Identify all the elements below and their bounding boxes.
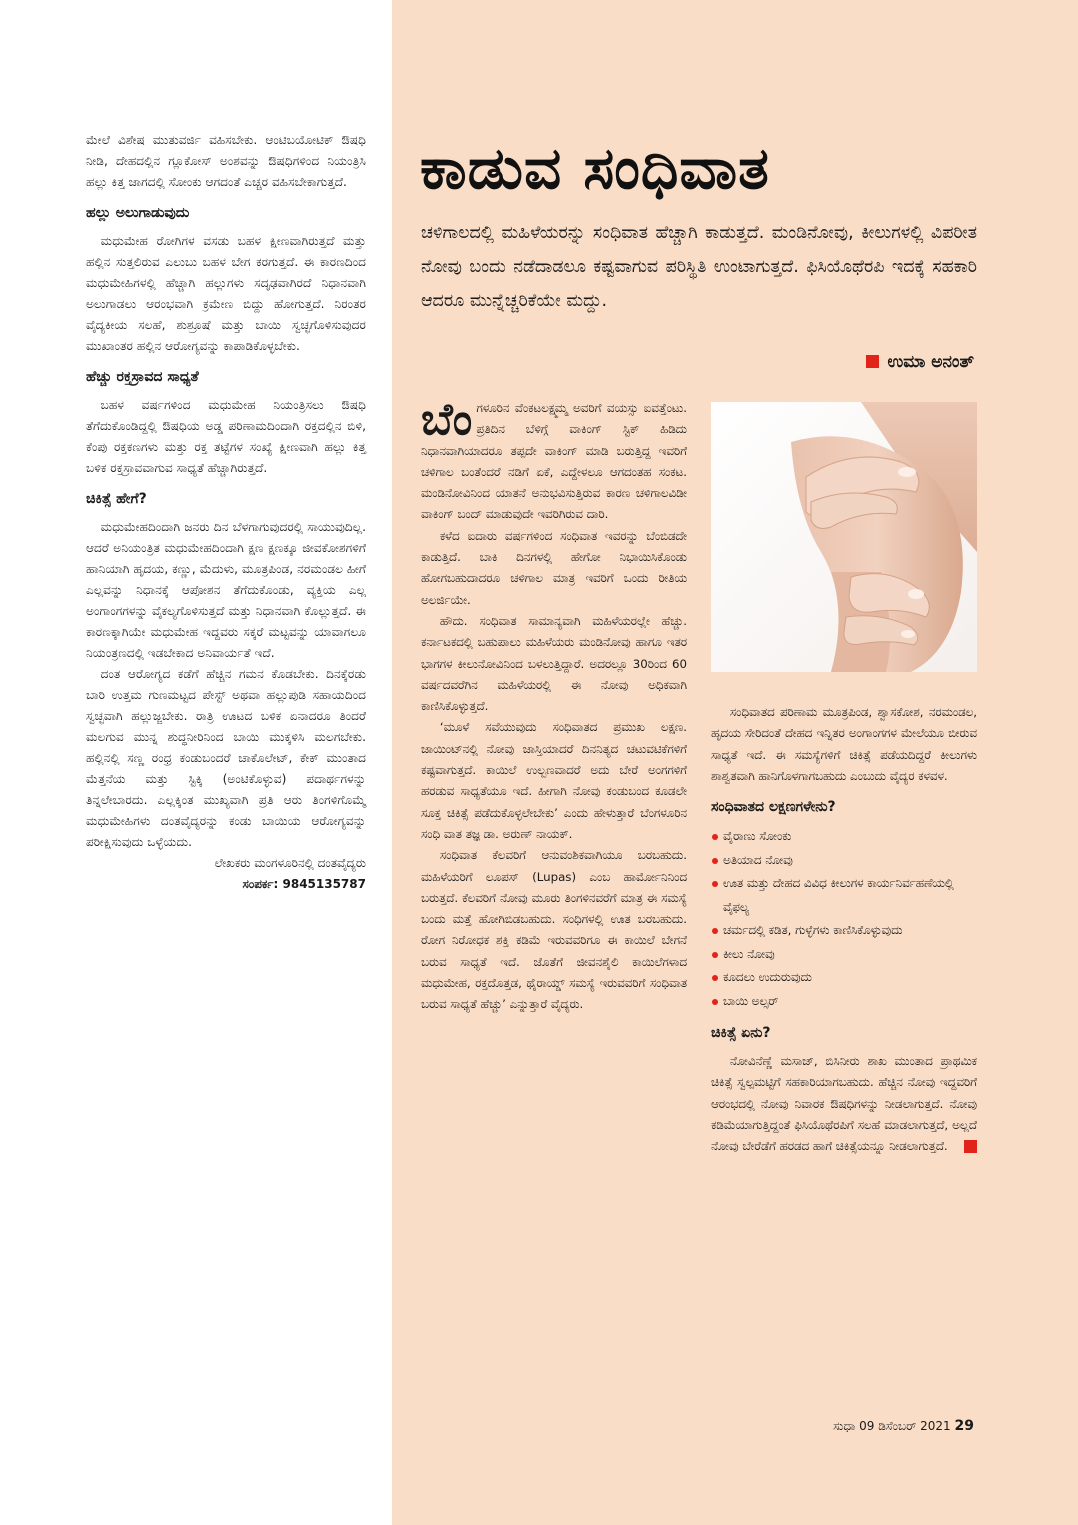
symptom-item: ಊತ ಮತ್ತು ದೇಹದ ವಿವಿಧ ಕೀಲುಗಳ ಕಾರ್ಯನಿರ್ವಹಣೆಯಲ್ಲಿ ವೈಫಲ್ಯ <box>711 872 977 919</box>
symptom-item: ಬಾಯಿ ಅಲ್ಸರ್ <box>711 990 977 1014</box>
symptoms-heading: ಸಂಧಿವಾತದ ಲಕ್ಷಣಗಳೇನು? <box>711 799 836 816</box>
article-para-3: ಹೌದು. ಸಂಧಿವಾತ ಸಾಮಾನ್ಯವಾಗಿ ಮಹಿಳೆಯರಲ್ಲೇ ಹೆಚ್ಚು. ಕರ್ನಾಟಕದಲ್ಲಿ ಬಹುಪಾಲು ಮಹಿಳೆಯರು ಮಂಡಿನೋವು ಹಾಗೂ ಇತರ ಭಾಗಗಳ ಕೀಲುನೋವಿನಿಂದ ಬಳಲುತ್ತಿದ್ದಾರೆ. ಅದರಲ್ಲೂ 30ರಿಂದ 60 ವರ್ಷದವರೆಗಿನ ಮಹಿಳೆಯರಲ್ಲಿ ಈ ನೋವು ಅಧಿಕವಾಗಿ ಕಾಣಿಸಿಕೊಳ್ಳುತ್ತದೆ. <box>421 613 687 714</box>
page-number: 29 <box>954 1418 974 1434</box>
left-para-2: ಮಧುಮೇಹ ರೋಗಿಗಳ ವಸಡು ಬಹಳ ಕ್ಷೀಣವಾಗಿರುತ್ತದೆ ಮತ್ತು ಹಲ್ಲಿನ ಸುತ್ತಲಿರುವ ಎಲುಬು ಬಹಳ ಬೇಗ ಕರಗುತ್ತದೆ. ಈ ಕಾರಣದಿಂದ ಮಧುಮೇಹಿಗಳಲ್ಲಿ ಹೆಚ್ಚಾಗಿ ಹಲ್ಲುಗಳು ಸದೃಢವಾಗಿರದೆ ನಿಧಾನವಾಗಿ ಅಲುಗಾಡಲು ಆರಂಭವಾಗಿ ಕ್ರಮೇಣ ಬಿದ್ದು ಹೋಗುತ್ತದೆ. ನಿರಂತರ ವೈದ್ಯಕೀಯ ಸಲಹೆ, ಶುಶ್ರೂಷೆ ಮತ್ತು ಬಾಯಿ ಸ್ವಚ್ಛಗೊಳಿಸುವುದರ ಮುಖಾಂತರ ಹಲ್ಲಿನ ಆರೋಗ್ಯವನ್ನು ಕಾಪಾಡಿಕೊಳ್ಳಬೇಕು. <box>86 234 366 353</box>
middle-column <box>421 394 687 1016</box>
symptom-item: ಅತಿಯಾದ ನೋವು <box>711 849 977 873</box>
author-contact <box>86 874 366 895</box>
left-para-3: ಬಹಳ ವರ್ಷಗಳಿಂದ ಮಧುಮೇಹ ನಿಯಂತ್ರಿಸಲು ಔಷಧಿ ತೆಗೆದುಕೊಂಡಿದ್ದಲ್ಲಿ ಔಷಧಿಯ ಅಡ್ಡ ಪರಿಣಾಮದಿಂದಾಗಿ ರಕ್ತದಲ್ಲಿನ ಬಿಳಿ, ಕೆಂಪು ರಕ್ತಕಣಗಳು ಮತ್ತು ರಕ್ತ ತಟ್ಟೆಗಳ ಸಂಖ್ಯೆ ಕ್ಷೀಣವಾಗಿ ಹಲ್ಲು ಕಿತ್ತ ಬಳಿಕ ರಕ್ತಸ್ರಾವವಾಗುವ ಸಾಧ್ಯತೆ ಹೆಚ್ಚಾಗಿರುತ್ತದೆ. <box>86 398 366 475</box>
end-mark-icon <box>964 1140 977 1153</box>
symptoms-list <box>711 825 977 1013</box>
byline-square-icon <box>866 355 879 368</box>
treatment-heading: ಚಿಕಿತ್ಸೆ ಏನು? <box>711 1025 771 1042</box>
left-para-5: ದಂತ ಆರೋಗ್ಯದ ಕಡೆಗೆ ಹೆಚ್ಚಿನ ಗಮನ ಕೊಡಬೇಕು. ದಿನಕ್ಕೆರಡು ಬಾರಿ ಉತ್ತಮ ಗುಣಮಟ್ಟದ ಪೇಸ್ಟ್ ಅಥವಾ ಹಲ್ಲುಪುಡಿ ಸಹಾಯದಿಂದ ಸ್ವಚ್ಛವಾಗಿ ಹಲ್ಲುಜ್ಜಬೇಕು. ರಾತ್ರಿ ಊಟದ ಬಳಿಕ ಏನಾದರೂ ತಿಂದರೆ ಮಲಗುವ ಮುನ್ನ ಶುದ್ಧನೀರಿನಿಂದ ಬಾಯಿ ಮುಕ್ಕಳಿಸಿ ಮಲಗಬೇಕು. ಹಲ್ಲಿನಲ್ಲಿ ಸಣ್ಣ ರಂಧ್ರ ಕಂಡುಬಂದರೆ ಚಾಕೊಲೇಟ್, ಕೇಕ್ ಮುಂತಾದ ಮೆತ್ತನೆಯ ಮತ್ತು ಸ್ಟಿಕ್ಕಿ (ಅಂಟಿಕೊಳ್ಳುವ) ಪದಾರ್ಥಗಳನ್ನು ತಿನ್ನಲೇಬಾರದು. ಎಲ್ಲಕ್ಕಿಂತ ಮುಖ್ಯವಾಗಿ ಪ್ರತಿ ಆರು ತಿಂಗಳಿಗೊಮ್ಮೆ ಮಧುಮೇಹಿಗಳು ದಂತವೈದ್ಯರನ್ನು ಕಂಡು ಬಾಯಿಯ ಆರೋಗ್ಯವನ್ನು ಪರೀಕ್ಷಿಸುವುದು ಒಳ್ಳೆಯದು. <box>86 667 366 849</box>
article-para-1-text: ಗಳೂರಿನ ವೆಂಕಟಲಕ್ಷ್ಮಮ್ಮ ಅವರಿಗೆ ವಯಸ್ಸು ಐವತ್ತೆಂಟು. ಪ್ರತಿದಿನ ಬೆಳಿಗ್ಗೆ ವಾಕಿಂಗ್ ಸ್ಟಿಕ್ ಹಿಡಿದು ನಿಧಾನವಾಗಿಯಾದರೂ ತಪ್ಪದೇ ವಾಕಿಂಗ್ ಮಾಡಿ ಬರುತ್ತಿದ್ದ ಇವರಿಗೆ ಚಳಿಗಾಲ ಬಂತೆಂದರೆ ನಡಿಗೆ ಏಕೆ, ಎದ್ದೇಳಲೂ ಆಗದಂತಹ ಸಂಕಟ. ಮಂಡಿನೋವಿನಿಂದ ಯಾತನೆ ಅನುಭವಿಸುತ್ತಿರುವ ಕಾರಣ ಚಳಿಗಾಲವಿಡೀ ವಾಕಿಂಗ್ ಬಂದ್ ಮಾಡುವುದೇ ಇವರಿಗಿರುವ ದಾರಿ. <box>421 401 687 522</box>
article-para-4: ‘ಮೂಳೆ ಸವೆಯುವುದು ಸಂಧಿವಾತದ ಪ್ರಮುಖ ಲಕ್ಷಣ. ಜಾಯಿಂಟ್‌ನಲ್ಲಿ ನೋವು ಜಾಸ್ತಿಯಾದರೆ ದಿನನಿತ್ಯದ ಚಟುವಟಿಕೆಗಳಿಗೆ ಕಷ್ಟವಾಗುತ್ತದೆ. ಕಾಯಿಲೆ ಉಲ್ಬಣವಾದರೆ ಅದು ಬೇರೆ ಅಂಗಗಳಿಗೆ ಹರಡುವ ಸಾಧ್ಯತೆಯೂ ಇದೆ. ಹೀಗಾಗಿ ನೋವು ಕಂಡುಬಂದ ಕೂಡಲೇ ಸೂಕ್ತ ಚಿಕಿತ್ಸೆ ಪಡೆದುಕೊಳ್ಳಲೇಬೇಕು’ ಎಂದು ಹೇಳುತ್ತಾರೆ ಬೆಂಗಳೂರಿನ ಸಂಧಿ ವಾತ ತಜ್ಞ ಡಾ. ಅರುಣ್ ನಾಯಕ್. <box>421 720 687 841</box>
byline <box>866 352 974 372</box>
page-footer <box>833 1418 974 1434</box>
left-para-1: ಮೇಲೆ ವಿಶೇಷ ಮುತುವರ್ಜಿ ವಹಿಸಬೇಕು. ಆಂಟಿಬಯೋಟಿಕ್ ಔಷಧಿ ನೀಡಿ, ದೇಹದಲ್ಲಿನ ಗ್ಲೂಕೋಸ್ ಅಂಶವನ್ನು ಔಷಧಿಗಳಿಂದ ನಿಯಂತ್ರಿಸಿ ಹಲ್ಲು ಕಿತ್ತ ಜಾಗದಲ್ಲಿ ಸೋಂಕು ಆಗದಂತೆ ಎಚ್ಚರ ವಹಿಸಬೇಕಾಗುತ್ತದೆ. <box>86 133 366 189</box>
author-note: ಲೇಖಕರು ಮಂಗಳೂರಿನಲ್ಲಿ ದಂತವೈದ್ಯರು <box>214 856 366 870</box>
article-para-2: ಕಳೆದ ಐದಾರು ವರ್ಷಗಳಿಂದ ಸಂಧಿವಾತ ಇವರನ್ನು ಬೆಂಬಿಡದೇ ಕಾಡುತ್ತಿದೆ. ಬಾಕಿ ದಿನಗಳಲ್ಲಿ ಹೇಗೋ ನಿಭಾಯಿಸಿಕೊಂಡು ಹೋಗಬಹುದಾದರೂ ಚಳಿಗಾಲ ಮಾತ್ರ ಇವರಿಗೆ ಒಂದು ರೀತಿಯ ಅಲರ್ಜಿಯೇ. <box>421 528 687 607</box>
contact-text: ಸಂಪರ್ಕ: 9845135787 <box>242 877 366 891</box>
treatment-text: ನೋವಿನೆಣ್ಣೆ ಮಸಾಜ್, ಬಿಸಿನೀರು ಶಾಖ ಮುಂತಾದ ಪ್ರಾಥಮಿಕ ಚಿಕಿತ್ಸೆ ಸ್ವಲ್ಪಮಟ್ಟಿಗೆ ಸಹಕಾರಿಯಾಗಬಹುದು. ಹೆಚ್ಚಿನ ನೋವು ಇದ್ದವರಿಗೆ ಆರಂಭದಲ್ಲಿ ನೋವು ನಿವಾರಕ ಔಷಧಿಗಳನ್ನು ನೀಡಲಾಗುತ್ತದೆ. ನೋವು ಕಡಿಮೆಯಾಗುತ್ತಿದ್ದಂತೆ ಫಿಸಿಯೊಥೆರಪಿಗೆ ಸಲಹೆ ಮಾಡಲಾಗುತ್ತದೆ, ಅಲ್ಲದೆ ನೋವು ಬೇರೆಡೆಗೆ ಹರಡದ ಹಾಗೆ ಚಿಕಿತ್ಸೆಯನ್ನೂ ನೀಡಲಾಗುತ್ತದೆ. <box>711 1054 977 1154</box>
symptom-item: ಚರ್ಮದಲ್ಲಿ ಕಡಿತ, ಗುಳ್ಳೆಗಳು ಕಾಣಿಸಿಕೊಳ್ಳುವುದು <box>711 919 977 943</box>
symptom-item: ಕೀಲು ನೋವು <box>711 943 977 967</box>
left-para-4: ಮಧುಮೇಹದಿಂದಾಗಿ ಜನರು ದಿನ ಬೆಳಗಾಗುವುದರಲ್ಲಿ ಸಾಯುವುದಿಲ್ಲ. ಆದರೆ ಅನಿಯಂತ್ರಿತ ಮಧುಮೇಹದಿಂದಾಗಿ ಕ್ಷಣ ಕ್ಷಣಕ್ಕೂ ಜೀವಕೋಶಗಳಿಗೆ ಹಾನಿಯಾಗಿ ಹೃದಯ, ಕಣ್ಣು, ಮೆದುಳು, ಮೂತ್ರಪಿಂಡ, ನರಮಂಡಲ ಹೀಗೆ ಎಲ್ಲವನ್ನು ನಿಧಾನಕ್ಕೆ ಆಪೋಶನ ತೆಗೆದುಕೊಂಡು, ವ್ಯಕ್ತಿಯ ಎಲ್ಲ ಅಂಗಾಂಗಗಳನ್ನು ವೈಕಲ್ಯಗೊಳಿಸುತ್ತದೆ ಮತ್ತು ನಿಧಾನವಾಗಿ ಕೊಲ್ಲುತ್ತದೆ. ಈ ಕಾರಣಕ್ಕಾಗಿಯೇ ಮಧುಮೇಹ ಇದ್ದವರು ಸಕ್ಕರೆ ಮಟ್ಟವನ್ನು ಯಾವಾಗಲೂ ನಿಯಂತ್ರಣದಲ್ಲಿ ಇಡಬೇಕಾದ ಅನಿವಾರ್ಯತೆ ಇದೆ. <box>86 520 366 660</box>
left-heading-loose-teeth: ಹಲ್ಲು ಅಲುಗಾಡುವುದು <box>86 205 190 221</box>
issue-date: ಸುಧಾ 09 ಡಿಸೆಂಬರ್ 2021 <box>833 1419 951 1433</box>
symptom-item: ವೈರಾಣು ಸೋಂಕು <box>711 825 977 849</box>
right-column <box>711 702 977 1158</box>
left-heading-treatment: ಚಿಕಿತ್ಸೆ ಹೇಗೆ? <box>86 491 147 507</box>
left-heading-bleeding: ಹೆಚ್ಚು ರಕ್ತಸ್ರಾವದ ಸಾಧ್ಯತೆ <box>86 369 199 385</box>
symptom-item: ಕೂದಲು ಉದುರುವುದು <box>711 966 977 990</box>
article-para-5: ಸಂಧಿವಾತ ಕೆಲವರಿಗೆ ಆನುವಂಶಿಕವಾಗಿಯೂ ಬರಬಹುದು. ಮಹಿಳೆಯರಿಗೆ ಲೂಪಸ್ (Lupas) ಎಂಬ ಹಾರ್ಮೋನಿನಿಂದ ಬರುತ್ತದೆ. ಕೆಲವರಿಗೆ ನೋವು ಮೂರು ತಿಂಗಳಿನವರೆಗೆ ಮಾತ್ರ ಈ ಸಮಸ್ಯೆ ಬಂದು ಮತ್ತೆ ಹೋಗಿಬಿಡಬಹುದು. ಸಂಧಿಗಳಲ್ಲಿ ಊತ ಬರಬಹುದು. ರೋಗ ನಿರೋಧಕ ಶಕ್ತಿ ಕಡಿಮೆ ಇರುವವರಿಗೂ ಈ ಕಾಯಿಲೆ ಬೇಗನೆ ಬರುವ ಸಾಧ್ಯತೆ ಇದೆ. ಜೊತೆಗೆ ಜೀವನಶೈಲಿ ಕಾಯಿಲೆಗಳಾದ ಮಧುಮೇಹ, ರಕ್ತದೊತ್ತಡ, ಥೈರಾಯ್ಡ್ ಸಮಸ್ಯೆ ಇರುವವರಿಗೆ ಸಂಧಿವಾತ ಬರುವ ಸಾಧ್ಯತೆ ಹೆಚ್ಚು’ ಎನ್ನುತ್ತಾರೆ ವೈದ್ಯರು. <box>421 848 687 1012</box>
drop-cap: ಬೆಂ <box>421 394 473 445</box>
treatment-para <box>711 1051 977 1157</box>
article-para-1 <box>421 394 687 526</box>
article-intro: ಚಳಿಗಾಲದಲ್ಲಿ ಮಹಿಳೆಯರನ್ನು ಸಂಧಿವಾತ ಹೆಚ್ಚಾಗಿ ಕಾಡುತ್ತದೆ. ಮಂಡಿನೋವು, ಕೀಲುಗಳಲ್ಲಿ ವಿಪರೀತ ನೋವು ಬಂದು ನಡೆದಾಡಲೂ ಕಷ್ಟವಾಗುವ ಪರಿಸ್ಥಿತಿ ಉಂಟಾಗುತ್ತದೆ. ಫಿಸಿಯೊಥೆರಪಿ ಇದಕ್ಕೆ ಸಹಕಾರಿ ಆದರೂ ಮುನ್ನೆಚ್ಚರಿಕೆಯೇ ಮದ್ದು. <box>421 223 977 311</box>
author-name: ಉಮಾ ಅನಂತ್ <box>887 352 974 372</box>
article-title: ಕಾಡುವ ಸಂಧಿವಾತ <box>420 134 770 202</box>
left-column <box>86 130 366 895</box>
article-para-6: ಸಂಧಿವಾತದ ಪರಿಣಾಮ ಮೂತ್ರಪಿಂಡ, ಶ್ವಾಸಕೋಶ, ನರಮಂಡಲ, ಹೃದಯ ಸೇರಿದಂತೆ ದೇಹದ ಇನ್ನಿತರ ಅಂಗಾಂಗಗಳ ಮೇಲೆಯೂ ಬೀರುವ ಸಾಧ್ಯತೆ ಇದೆ. ಈ ಸಮಸ್ಯೆಗಳಿಗೆ ಚಿಕಿತ್ಸೆ ಪಡೆಯದಿದ್ದರೆ ಕೀಲುಗಳು ಶಾಶ್ವತವಾಗಿ ಹಾನಿಗೊಳಗಾಗಬಹುದು ಎಂಬುದು ವೈದ್ಯರ ಕಳವಳ. <box>711 705 977 783</box>
knee-photo <box>711 402 977 672</box>
